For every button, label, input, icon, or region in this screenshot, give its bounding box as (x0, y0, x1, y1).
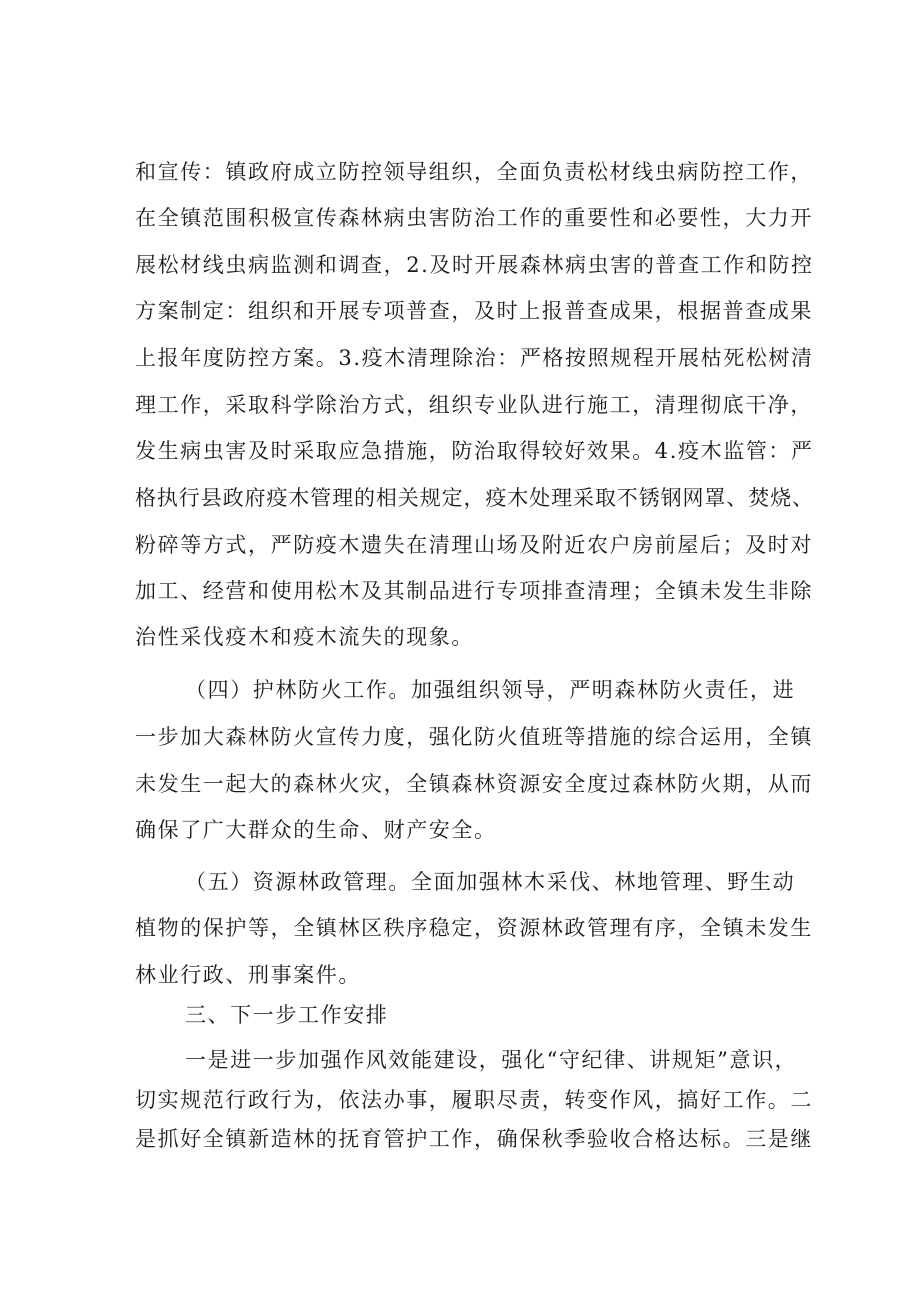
paragraph-line: （五）资源林政管理。全面加强林木采伐、林地管理、野生动 (185, 870, 796, 894)
paragraph-line: 治性采伐疫木和疫木流失的现象。 (135, 625, 474, 649)
paragraph-line: 一步加大森林防火宣传力度，强化防火值班等措施的综合运用，全镇 (135, 725, 813, 749)
paragraph-line: 展松材线虫病监测和调查，2.及时开展森林病虫害的普查工作和防控 (135, 253, 814, 277)
paragraph-line: 切实规范行政行为，依法办事，履职尽责，转变作风，搞好工作。二 (135, 1088, 813, 1112)
paragraph-line: 和宣传：镇政府成立防控领导组织，全面负责松材线虫病防控工作， (135, 160, 813, 184)
paragraph-line: 粉碎等方式，严防疫木遗失在清理山场及附近农户房前屋后；及时对 (135, 533, 813, 557)
paragraph-line: 是抓好全镇新造林的抚育管护工作，确保秋季验收合格达标。三是继 (135, 1127, 813, 1151)
paragraph-line: 在全镇范围积极宣传森林病虫害防治工作的重要性和必要性，大力开 (135, 206, 813, 230)
paragraph-line: 植物的保护等，全镇林区秩序稳定，资源林政管理有序，全镇未发生 (135, 916, 813, 940)
paragraph-line: 一是进一步加强作风效能建设，强化“守纪律、讲规矩”意识， (185, 1048, 798, 1072)
section-heading: 三、下一步工作安排 (185, 1003, 389, 1027)
paragraph-line: 发生病虫害及时采取应急措施，防治取得较好效果。4.疫木监管：严 (135, 439, 814, 463)
paragraph-line: 方案制定：组织和开展专项普查，及时上报普查成果，根据普查成果 (135, 299, 813, 323)
paragraph-line: 未发生一起大的森林火灾，全镇森林资源安全度过森林防火期，从而 (135, 772, 813, 796)
paragraph-line: 格执行县政府疫木管理的相关规定，疫木处理采取不锈钢网罩、焚烧、 (135, 486, 814, 510)
paragraph-line: 林业行政、刑事案件。 (135, 963, 361, 987)
paragraph-line: 理工作，采取科学除治方式，组织专业队进行施工，清理彻底干净， (135, 393, 813, 417)
paragraph-line: 确保了广大群众的生命、财产安全。 (135, 818, 497, 842)
paragraph-line: （四）护林防火工作。加强组织领导，严明森林防火责任，进 (185, 678, 796, 702)
paragraph-line: 加工、经营和使用松木及其制品进行专项排查清理；全镇未发生非除 (135, 579, 813, 603)
paragraph-line: 上报年度防控方案。3.疫木清理除治：严格按照规程开展枯死松树清 (135, 346, 814, 370)
